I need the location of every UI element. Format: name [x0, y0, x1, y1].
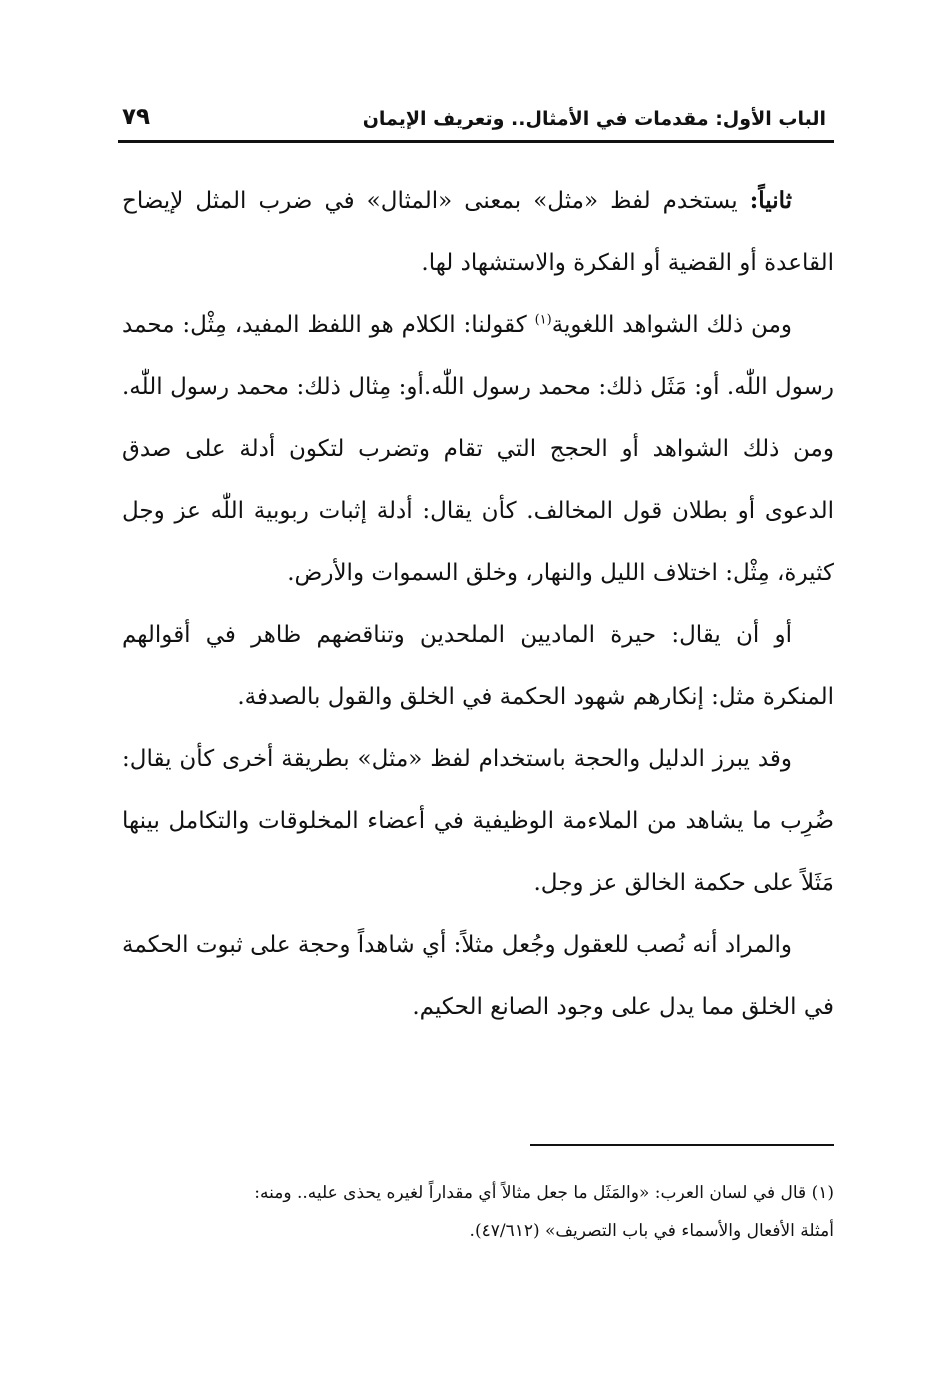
footnote-1 — [122, 1174, 834, 1250]
main-text — [122, 170, 834, 1038]
paragraph-4: وقد يبرز الدليل والحجة باستخدام لفظ «مثل» بطريقة أخرى كأن يقال: ضُرِب ما يشاهد من الملاءمة الوظيفية في أعضاء المخلوقات والتكامل بينها مَثَلاً على حكمة الخالق عز وجل. — [122, 746, 834, 896]
chapter-title: الباب الأول: مقدمات في الأمثال.. وتعريف الإيمان — [362, 108, 826, 130]
paragraph-text: كقولنا: الكلام هو اللفظ المفيد، مِثْل: محمد رسول اللّٰه. أو: مَثَل ذلك: محمد رسول اللّٰه.أو: مِثال ذلك: محمد رسول اللّٰه. ومن ذلك الشواهد أو الحجج التي تقام وتضرب لتكون أدلة على صدق الدعوى أو بطلان قول المخالف. كأن يقال: أدلة إثبات ربوبية اللّٰه عز وجل كثيرة، مِثْل: اختلاف الليل والنهار، وخلق السموات والأرض. — [122, 312, 834, 586]
paragraph-5: والمراد أنه نُصب للعقول وجُعل مثلاً: أي شاهداً وحجة على ثبوت الحكمة في الخلق مما يدل على وجود الصانع الحكيم. — [122, 932, 834, 1020]
paragraph-text: ومن ذلك الشواهد اللغوية — [551, 312, 792, 338]
footnote-line: (١) قال في لسان العرب: «والمَثَل ما جعل مثالاً أي مقداراً لغيره يحذى عليه.. ومنه: — [254, 1183, 834, 1203]
paragraph-2 — [122, 294, 834, 604]
paragraph-text: يستخدم لفظ «مثل» بمعنى «المثال» في ضرب المثل لإيضاح القاعدة أو القضية أو الفكرة والاستشهاد لها. — [122, 188, 834, 276]
header-divider — [118, 140, 834, 143]
paragraph-3: أو أن يقال: حيرة الماديين الملحدين وتناقضهم ظاهر في أقوالهم المنكرة مثل: إنكارهم شهود الحكمة في الخلق والقول بالصدفة. — [122, 622, 834, 710]
running-header — [118, 100, 834, 140]
paragraph-lead: ثانياً: — [749, 187, 793, 214]
footnote-divider — [530, 1144, 834, 1146]
page-number: ٧٩ — [122, 104, 151, 130]
footnote-reference[interactable]: (١) — [534, 312, 552, 328]
paragraph-1 — [122, 170, 834, 294]
footnote-line: أمثلة الأفعال والأسماء في باب التصريف» (٤٧/٦١٢). — [469, 1221, 834, 1241]
